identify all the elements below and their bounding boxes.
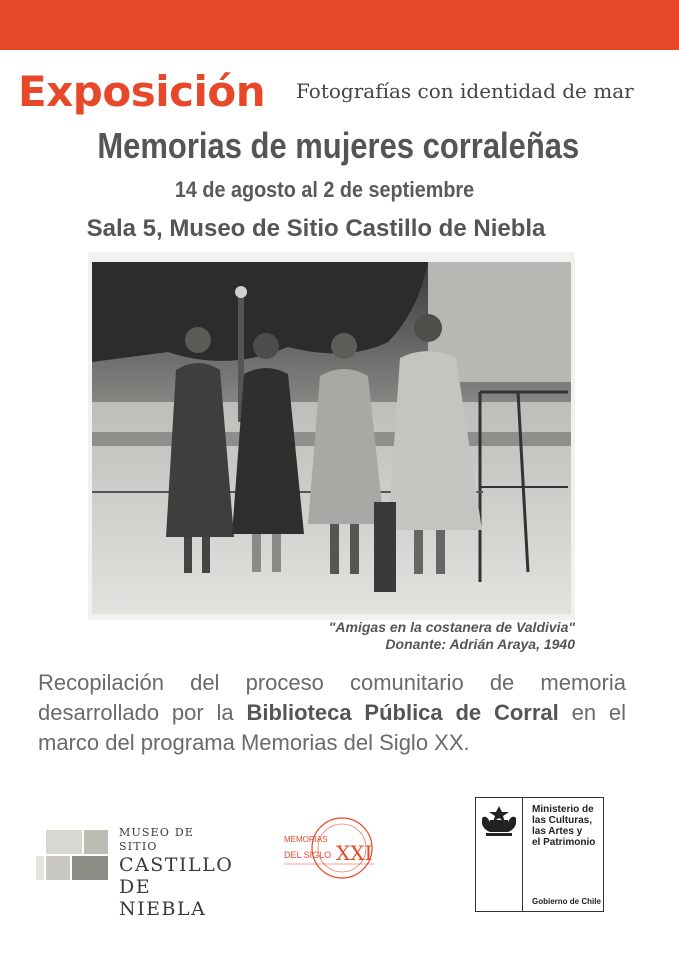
exhibition-title: Exposición bbox=[18, 67, 266, 116]
ministerio-line1: Ministerio de bbox=[532, 804, 594, 815]
logo-block bbox=[72, 856, 108, 880]
ministerio-name bbox=[532, 804, 595, 848]
ministerio-line2: las Culturas, bbox=[532, 815, 593, 826]
description-text-1: Recopilación del proceso comunitario de memoria desarrollado por la bbox=[38, 670, 626, 725]
memorias-logo-roman: XXI bbox=[336, 841, 373, 865]
photo-illustration bbox=[88, 252, 575, 620]
exhibition-tagline: Fotografías con identidad de mar bbox=[296, 79, 634, 103]
memorias-logo-line2: DEL SIGLO bbox=[284, 850, 332, 860]
memorias-logo-line1: MEMORIAS bbox=[284, 835, 328, 844]
memorias-siglo-xxi-logo bbox=[276, 808, 386, 888]
description-text-2: en el marco del programa Memorias del Siglo XX. bbox=[38, 700, 626, 755]
historical-photo bbox=[88, 252, 575, 620]
caption-title: "Amigas en la costanera de Valdivia" bbox=[328, 619, 575, 635]
exhibition-dates: 14 de agosto al 2 de septiembre bbox=[174, 177, 475, 202]
exhibition-subtitle: Memorias de mujeres corraleñas bbox=[97, 125, 580, 166]
museo-logo-line2: CASTILLO bbox=[119, 854, 234, 876]
ministerio-culturas-logo bbox=[475, 797, 604, 912]
ministerio-line4: el Patrimonio bbox=[532, 837, 596, 848]
ministerio-divider bbox=[522, 798, 523, 911]
logo-block bbox=[46, 856, 70, 880]
logo-block bbox=[36, 856, 44, 880]
caption-credit: Donante: Adrián Araya, 1940 bbox=[385, 636, 575, 652]
museo-logo-line3: DE NIEBLA bbox=[119, 876, 207, 920]
museo-logo-line1: MUSEO DE SITIO bbox=[119, 826, 195, 853]
exhibition-description bbox=[38, 668, 626, 758]
gobierno-de-chile-label: Gobierno de Chile bbox=[532, 897, 601, 906]
logo-block bbox=[84, 830, 108, 854]
logo-block bbox=[46, 830, 82, 854]
memorias-logo-graphic bbox=[276, 808, 386, 888]
title-row bbox=[18, 64, 668, 120]
ministerio-line3: las Artes y bbox=[532, 826, 583, 837]
top-accent-bar bbox=[0, 0, 679, 50]
exhibition-venue: Sala 5, Museo de Sitio Castillo de Niebla bbox=[86, 215, 546, 242]
photo-caption bbox=[329, 619, 575, 653]
museo-castillo-niebla-logo bbox=[36, 826, 236, 920]
museo-logo-text bbox=[119, 826, 236, 920]
library-name: Biblioteca Pública de Corral bbox=[246, 700, 559, 725]
chile-coat-of-arms-icon bbox=[476, 802, 522, 842]
